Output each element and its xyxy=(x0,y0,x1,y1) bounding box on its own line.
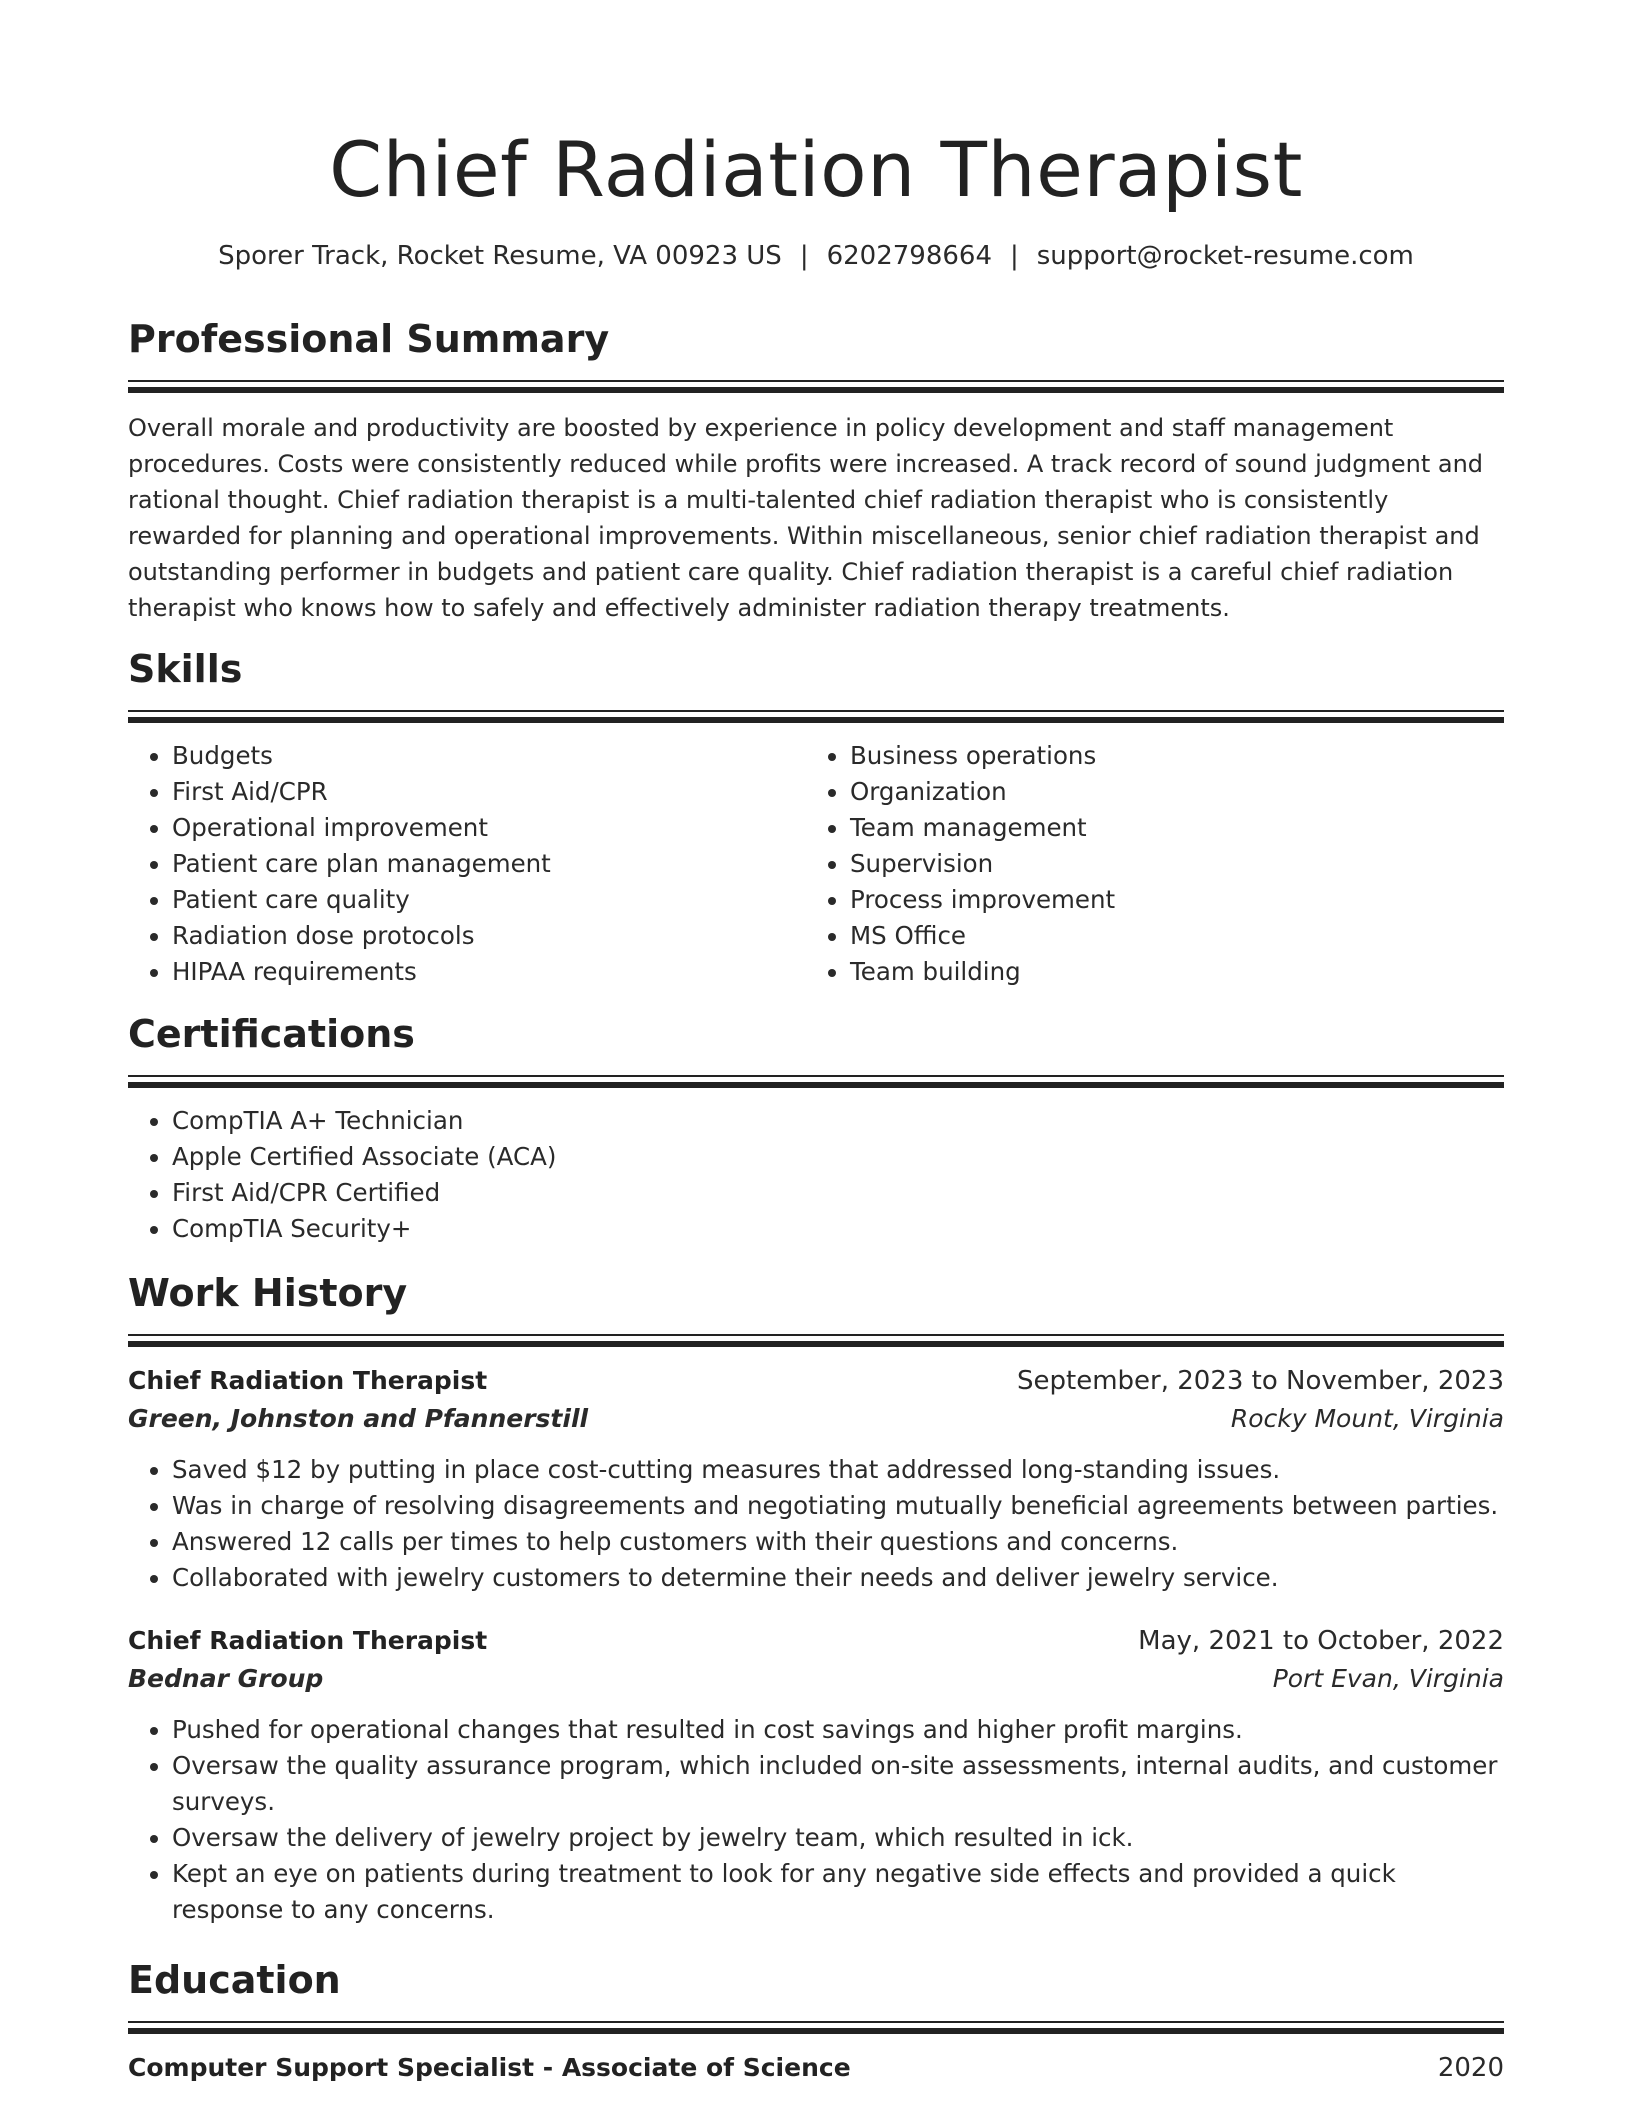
certifications-section xyxy=(128,1009,1504,1247)
certification-item: • CompTIA Security+ xyxy=(172,1211,1504,1247)
resume-title: Chief Radiation Therapist xyxy=(329,125,1303,214)
job-bullet: • Collaborated with jewelry customers to determine their needs and deliver jewelry service. xyxy=(172,1560,1504,1596)
summary-section xyxy=(128,314,1504,626)
section-heading: Education xyxy=(128,1958,341,2002)
contact-line xyxy=(128,238,1504,274)
skills-list xyxy=(128,738,806,990)
job-bullets xyxy=(128,1712,1504,1928)
contact-separator: | xyxy=(1010,241,1019,271)
contact-separator: | xyxy=(799,241,809,271)
skill-item: • Team building xyxy=(850,954,1484,990)
job-location: Rocky Mount, Virginia xyxy=(1230,1404,1504,1433)
skill-item: • Radiation dose protocols xyxy=(172,918,806,954)
section-divider xyxy=(128,1334,1504,1348)
job-bullet: • Oversaw the delivery of jewelry project by jewelry team, which resulted in ick. xyxy=(172,1820,1504,1856)
certification-item: • CompTIA A+ Technician xyxy=(172,1103,1504,1139)
section-heading: Skills xyxy=(128,647,243,691)
skill-item: • Supervision xyxy=(850,846,1484,882)
job-bullet: • Answered 12 calls per times to help customers with their questions and concerns. xyxy=(172,1524,1504,1560)
skills-column-right xyxy=(806,724,1484,990)
skill-item: • First Aid/CPR xyxy=(172,774,806,810)
job-header-row xyxy=(128,1362,1504,1400)
section-divider xyxy=(128,380,1504,394)
skill-item: • Process improvement xyxy=(850,882,1484,918)
job-bullet: • Pushed for operational changes that resulted in cost savings and higher profit margins. xyxy=(172,1712,1504,1748)
job-bullet: • Was in charge of resolving disagreements and negotiating mutually beneficial agreements between parties. xyxy=(172,1488,1504,1524)
job-title: Chief Radiation Therapist xyxy=(128,1626,488,1655)
skill-item: • Patient care quality xyxy=(172,882,806,918)
section-heading: Work History xyxy=(128,1271,408,1315)
skills-section xyxy=(128,644,1504,990)
skill-item: • Operational improvement xyxy=(172,810,806,846)
summary-text: Overall morale and productivity are boosted by experience in policy development and staff management procedures. Costs were consistently reduced while profits were increased. A track record of sound judgment and rational thought. Chief radiation therapist is a multi-talented chief radiation therapist who is consistently rewarded for planning and operational improvements. Within miscellaneous, senior chief radiation therapist and outstanding performer in budgets and patient care quality. Chief radiation therapist is a careful chief radiation therapist who knows how to safely and effectively administer radiation therapy treatments. xyxy=(128,414,1484,622)
skill-item: • Business operations xyxy=(850,738,1484,774)
job-company: Green, Johnston and Pfannerstill xyxy=(128,1404,589,1433)
job-bullet: • Saved $12 by putting in place cost-cutting measures that addressed long-standing issues. xyxy=(172,1452,1504,1488)
job-employer-row xyxy=(128,1400,1504,1438)
work-history-section xyxy=(128,1268,1504,1928)
section-heading: Certifications xyxy=(128,1012,415,1056)
certifications-list xyxy=(128,1103,1504,1247)
job-dates: September, 2023 to November, 2023 xyxy=(1017,1366,1504,1396)
certification-item: • Apple Certified Associate (ACA) xyxy=(172,1139,1504,1175)
certification-item: • First Aid/CPR Certified xyxy=(172,1175,1504,1211)
contact-phone: 6202798664 xyxy=(826,241,992,271)
skills-columns xyxy=(128,724,1504,990)
job-location: Port Evan, Virginia xyxy=(1272,1664,1504,1693)
education-degree: Computer Support Specialist - Associate of Science xyxy=(128,2053,851,2082)
contact-address: Sporer Track, Rocket Resume, VA 00923 US xyxy=(218,241,782,271)
job-entry xyxy=(128,1362,1504,1596)
section-divider xyxy=(128,1075,1504,1089)
job-company: Bednar Group xyxy=(128,1664,324,1693)
skill-item: • Organization xyxy=(850,774,1484,810)
job-title: Chief Radiation Therapist xyxy=(128,1366,488,1395)
skills-list xyxy=(806,738,1484,990)
section-divider xyxy=(128,710,1504,724)
education-row xyxy=(128,2049,1504,2087)
job-entry xyxy=(128,1622,1504,1928)
job-bullets xyxy=(128,1452,1504,1596)
skill-item: • Team management xyxy=(850,810,1484,846)
job-header-row xyxy=(128,1622,1504,1660)
job-bullet: • Oversaw the quality assurance program, which included on-site assessments, internal audits, and customer surveys. xyxy=(172,1748,1504,1820)
section-heading: Professional Summary xyxy=(128,317,610,361)
job-employer-row xyxy=(128,1660,1504,1698)
job-dates: May, 2021 to October, 2022 xyxy=(1138,1626,1504,1656)
skill-item: • MS Office xyxy=(850,918,1484,954)
skill-item: • Budgets xyxy=(172,738,806,774)
education-year: 2020 xyxy=(1437,2053,1504,2083)
contact-email: support@rocket-resume.com xyxy=(1036,241,1414,271)
job-bullet: • Kept an eye on patients during treatment to look for any negative side effects and provided a quick response to any concerns. xyxy=(172,1856,1504,1928)
education-section xyxy=(128,1955,1504,2087)
section-divider xyxy=(128,2021,1504,2035)
skill-item: • HIPAA requirements xyxy=(172,954,806,990)
skill-item: • Patient care plan management xyxy=(172,846,806,882)
skills-column-left xyxy=(128,724,806,990)
